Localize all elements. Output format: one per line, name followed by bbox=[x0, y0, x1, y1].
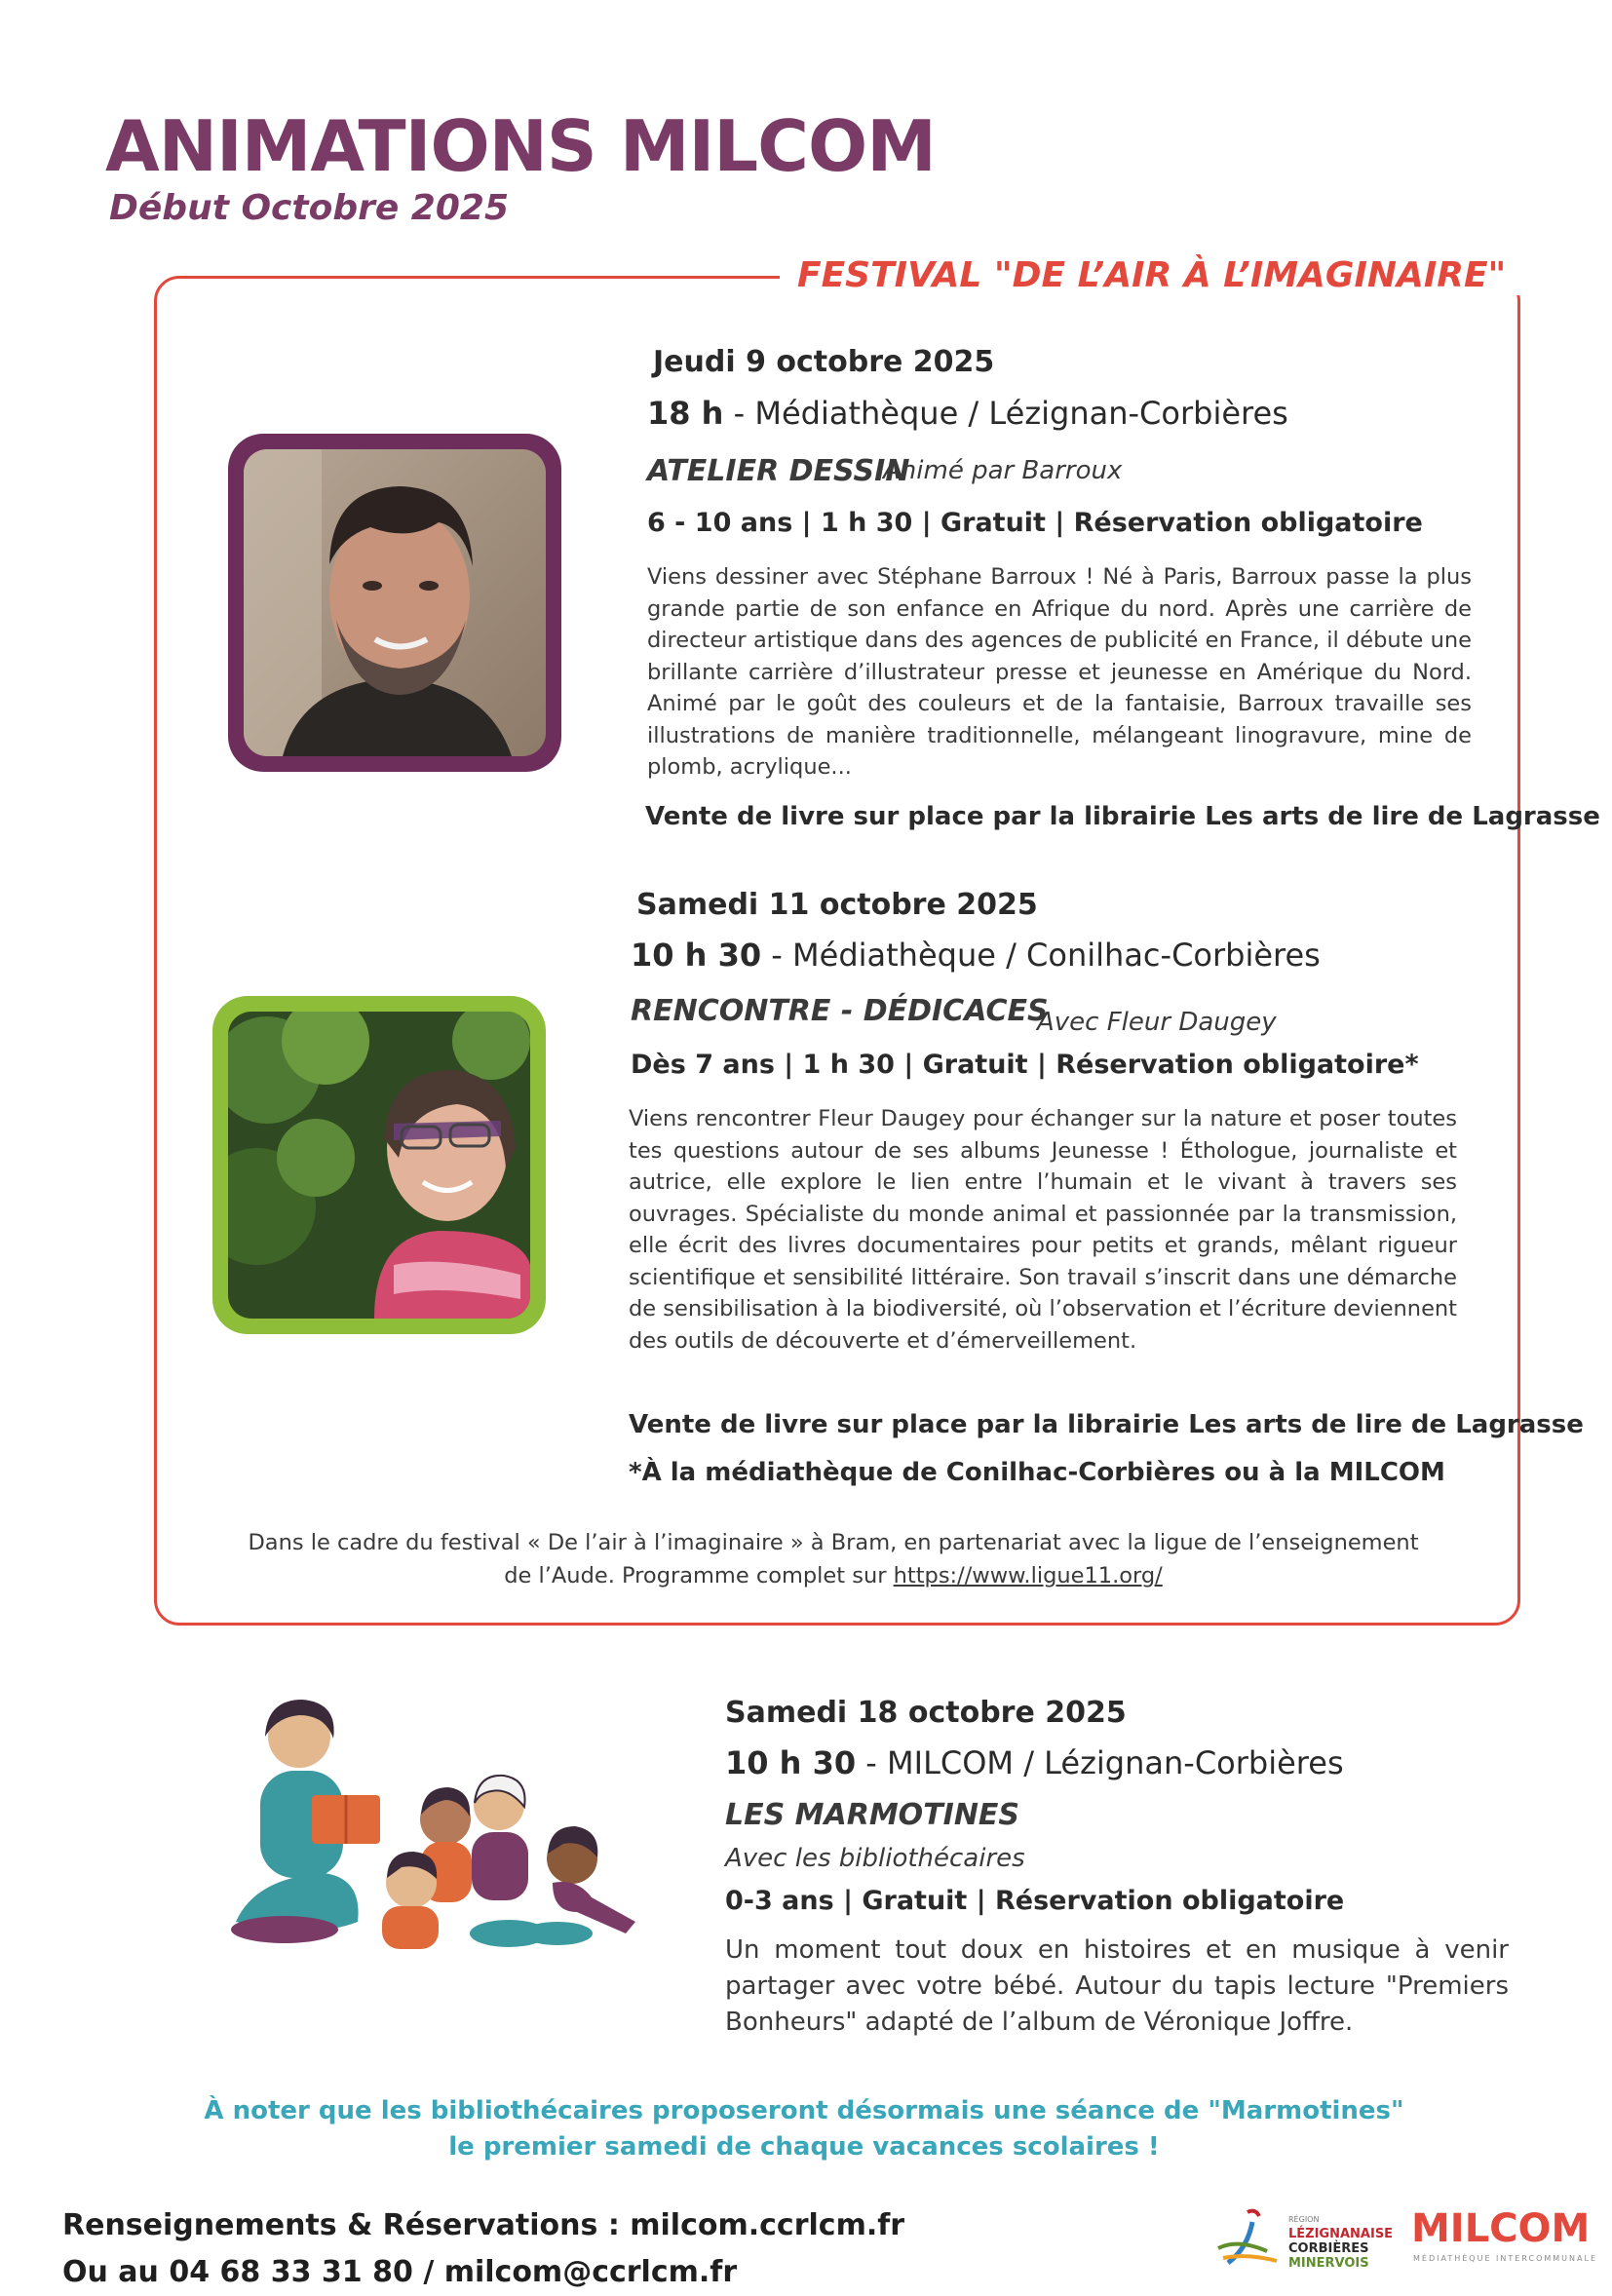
contact-line-1: Renseignements & Réservations : milcom.ccrlcm.fr bbox=[62, 2208, 905, 2242]
event-1-book-sale: Vente de livre sur place par la librairie Les arts de lire de Lagrasse bbox=[645, 802, 1600, 831]
event-1-time: 18 h bbox=[647, 395, 724, 432]
marmotines-notice bbox=[146, 2093, 1462, 2165]
daugey-photo bbox=[212, 996, 546, 1334]
notice-line-2: le premier samedi de chaque vacances scolaires ! bbox=[448, 2132, 1160, 2162]
event-3-place: - MILCOM / Lézignan-Corbières bbox=[856, 1744, 1344, 1781]
festival-title: FESTIVAL "DE L’AIR À L’IMAGINAIRE" bbox=[797, 255, 1507, 295]
region-logo-text bbox=[1288, 2212, 1393, 2271]
event-2-description: Viens rencontrer Fleur Daugey pour échanger sur la nature et poser toutes tes questions autour de ses albums Jeunesse ! Éthologue, journaliste et autrice, elle explore le lien entre l’humain et le vivant à travers ses ouvrages. Spécialiste du monde animal et passionnée par la transmission, elle écrit des livres documentaires pour petits et grands, mêlant rigueur scientifique et sensibilité littéraire. Son travail s’inscrit dans une démarche de sensibilisation à la biodiversité, où l’observation et l’écriture deviennent des outils de découverte et d’émerveillement. bbox=[629, 1106, 1457, 1354]
notice-line-1: À noter que les bibliothécaires proposeront désormais une séance de "Marmotines" bbox=[204, 2096, 1404, 2125]
event-1-host: Animé par Barroux bbox=[883, 456, 1123, 485]
event-1-meta: 6 - 10 ans | 1 h 30 | Gratuit | Réservation obligatoire bbox=[647, 508, 1423, 538]
region-logo-name: LÉZIGNANAISE bbox=[1288, 2227, 1394, 2241]
region-logo-minervois: MINERVOIS bbox=[1288, 2256, 1369, 2271]
event-3-description: Un moment tout doux en histoires et en musique à venir partager avec votre bébé. Autour du tapis lecture "Premiers Bonheurs" adapté de l’album de Véronique Joffre. bbox=[725, 1935, 1509, 2037]
event-3-host: Avec les bibliothécaires bbox=[725, 1844, 1025, 1873]
event-2-book-sale: Vente de livre sur place par la librairie Les arts de lire de Lagrasse bbox=[629, 1410, 1584, 1439]
event-2-host: Avec Fleur Daugey bbox=[1037, 1008, 1277, 1037]
event-2-title: RENCONTRE - DÉDICACES bbox=[631, 994, 1049, 1028]
festival-footer bbox=[244, 1526, 1423, 1592]
festival-footer-text: Dans le cadre du festival « De l’air à l’imaginaire » à Bram, en partenariat avec la ligue de l’enseignement de l’Aude. Programme complet sur bbox=[248, 1530, 1419, 1588]
event-1-description: Viens dessiner avec Stéphane Barroux ! Né à Paris, Barroux passe la plus grande partie de son enfance en Afrique du nord. Après une carrière de directeur artistique dans des agences de publicité en France, il débute une brillante carrière d’illustrateur presse et jeunesse en Amérique du Nord. Animé par le goût des couleurs et de la fantaisie, Barroux travaille ses illustrations de manière traditionnelle, mélangeant linogravure, mine de plomb, acrylique... bbox=[647, 564, 1472, 780]
event-2-date: Samedi 11 octobre 2025 bbox=[636, 888, 1038, 922]
page-subtitle: Début Octobre 2025 bbox=[109, 188, 509, 228]
event-3-date: Samedi 18 octobre 2025 bbox=[725, 1696, 1127, 1730]
barroux-photo bbox=[228, 434, 561, 772]
event-1-title: ATELIER DESSIN bbox=[647, 454, 910, 488]
festival-heading bbox=[780, 255, 1523, 295]
milcom-logo: MILCOM bbox=[1411, 2206, 1591, 2251]
event-2-location-note: *À la médiathèque de Conilhac-Corbières ou à la MILCOM bbox=[629, 1458, 1445, 1487]
man-portrait-icon bbox=[244, 449, 546, 756]
page-title: ANIMATIONS MILCOM bbox=[105, 105, 936, 187]
woman-portrait-icon bbox=[228, 1012, 530, 1319]
event-3-time: 10 h 30 bbox=[725, 1744, 857, 1781]
event-2-meta: Dès 7 ans | 1 h 30 | Gratuit | Réservation obligatoire* bbox=[631, 1050, 1419, 1080]
event-3-title: LES MARMOTINES bbox=[725, 1798, 1020, 1832]
event-1-date: Jeudi 9 octobre 2025 bbox=[653, 345, 995, 379]
event-3-meta: 0-3 ans | Gratuit | Réservation obligatoire bbox=[725, 1886, 1345, 1916]
event-1-place: - Médiathèque / Lézignan-Corbières bbox=[723, 395, 1288, 432]
milcom-logo-subtitle: MÉDIATHÈQUE INTERCOMMUNALE bbox=[1413, 2254, 1597, 2263]
event-3-time-place bbox=[725, 1744, 1344, 1781]
event-2-time: 10 h 30 bbox=[631, 937, 762, 974]
region-logo-corbieres: CORBIÈRES bbox=[1288, 2241, 1369, 2256]
event-1-time-place bbox=[647, 395, 1288, 432]
children-reading-illustration-icon bbox=[216, 1678, 645, 1961]
contact-info bbox=[62, 2202, 904, 2296]
contact-line-2: Ou au 04 68 33 31 80 / milcom@ccrlcm.fr bbox=[62, 2255, 738, 2289]
festival-program-link[interactable]: https://www.ligue11.org/ bbox=[893, 1563, 1163, 1588]
event-2-place: - Médiathèque / Conilhac-Corbières bbox=[761, 937, 1321, 974]
event-2-time-place bbox=[631, 937, 1321, 974]
region-logo-small: RÉGION bbox=[1288, 2215, 1320, 2224]
